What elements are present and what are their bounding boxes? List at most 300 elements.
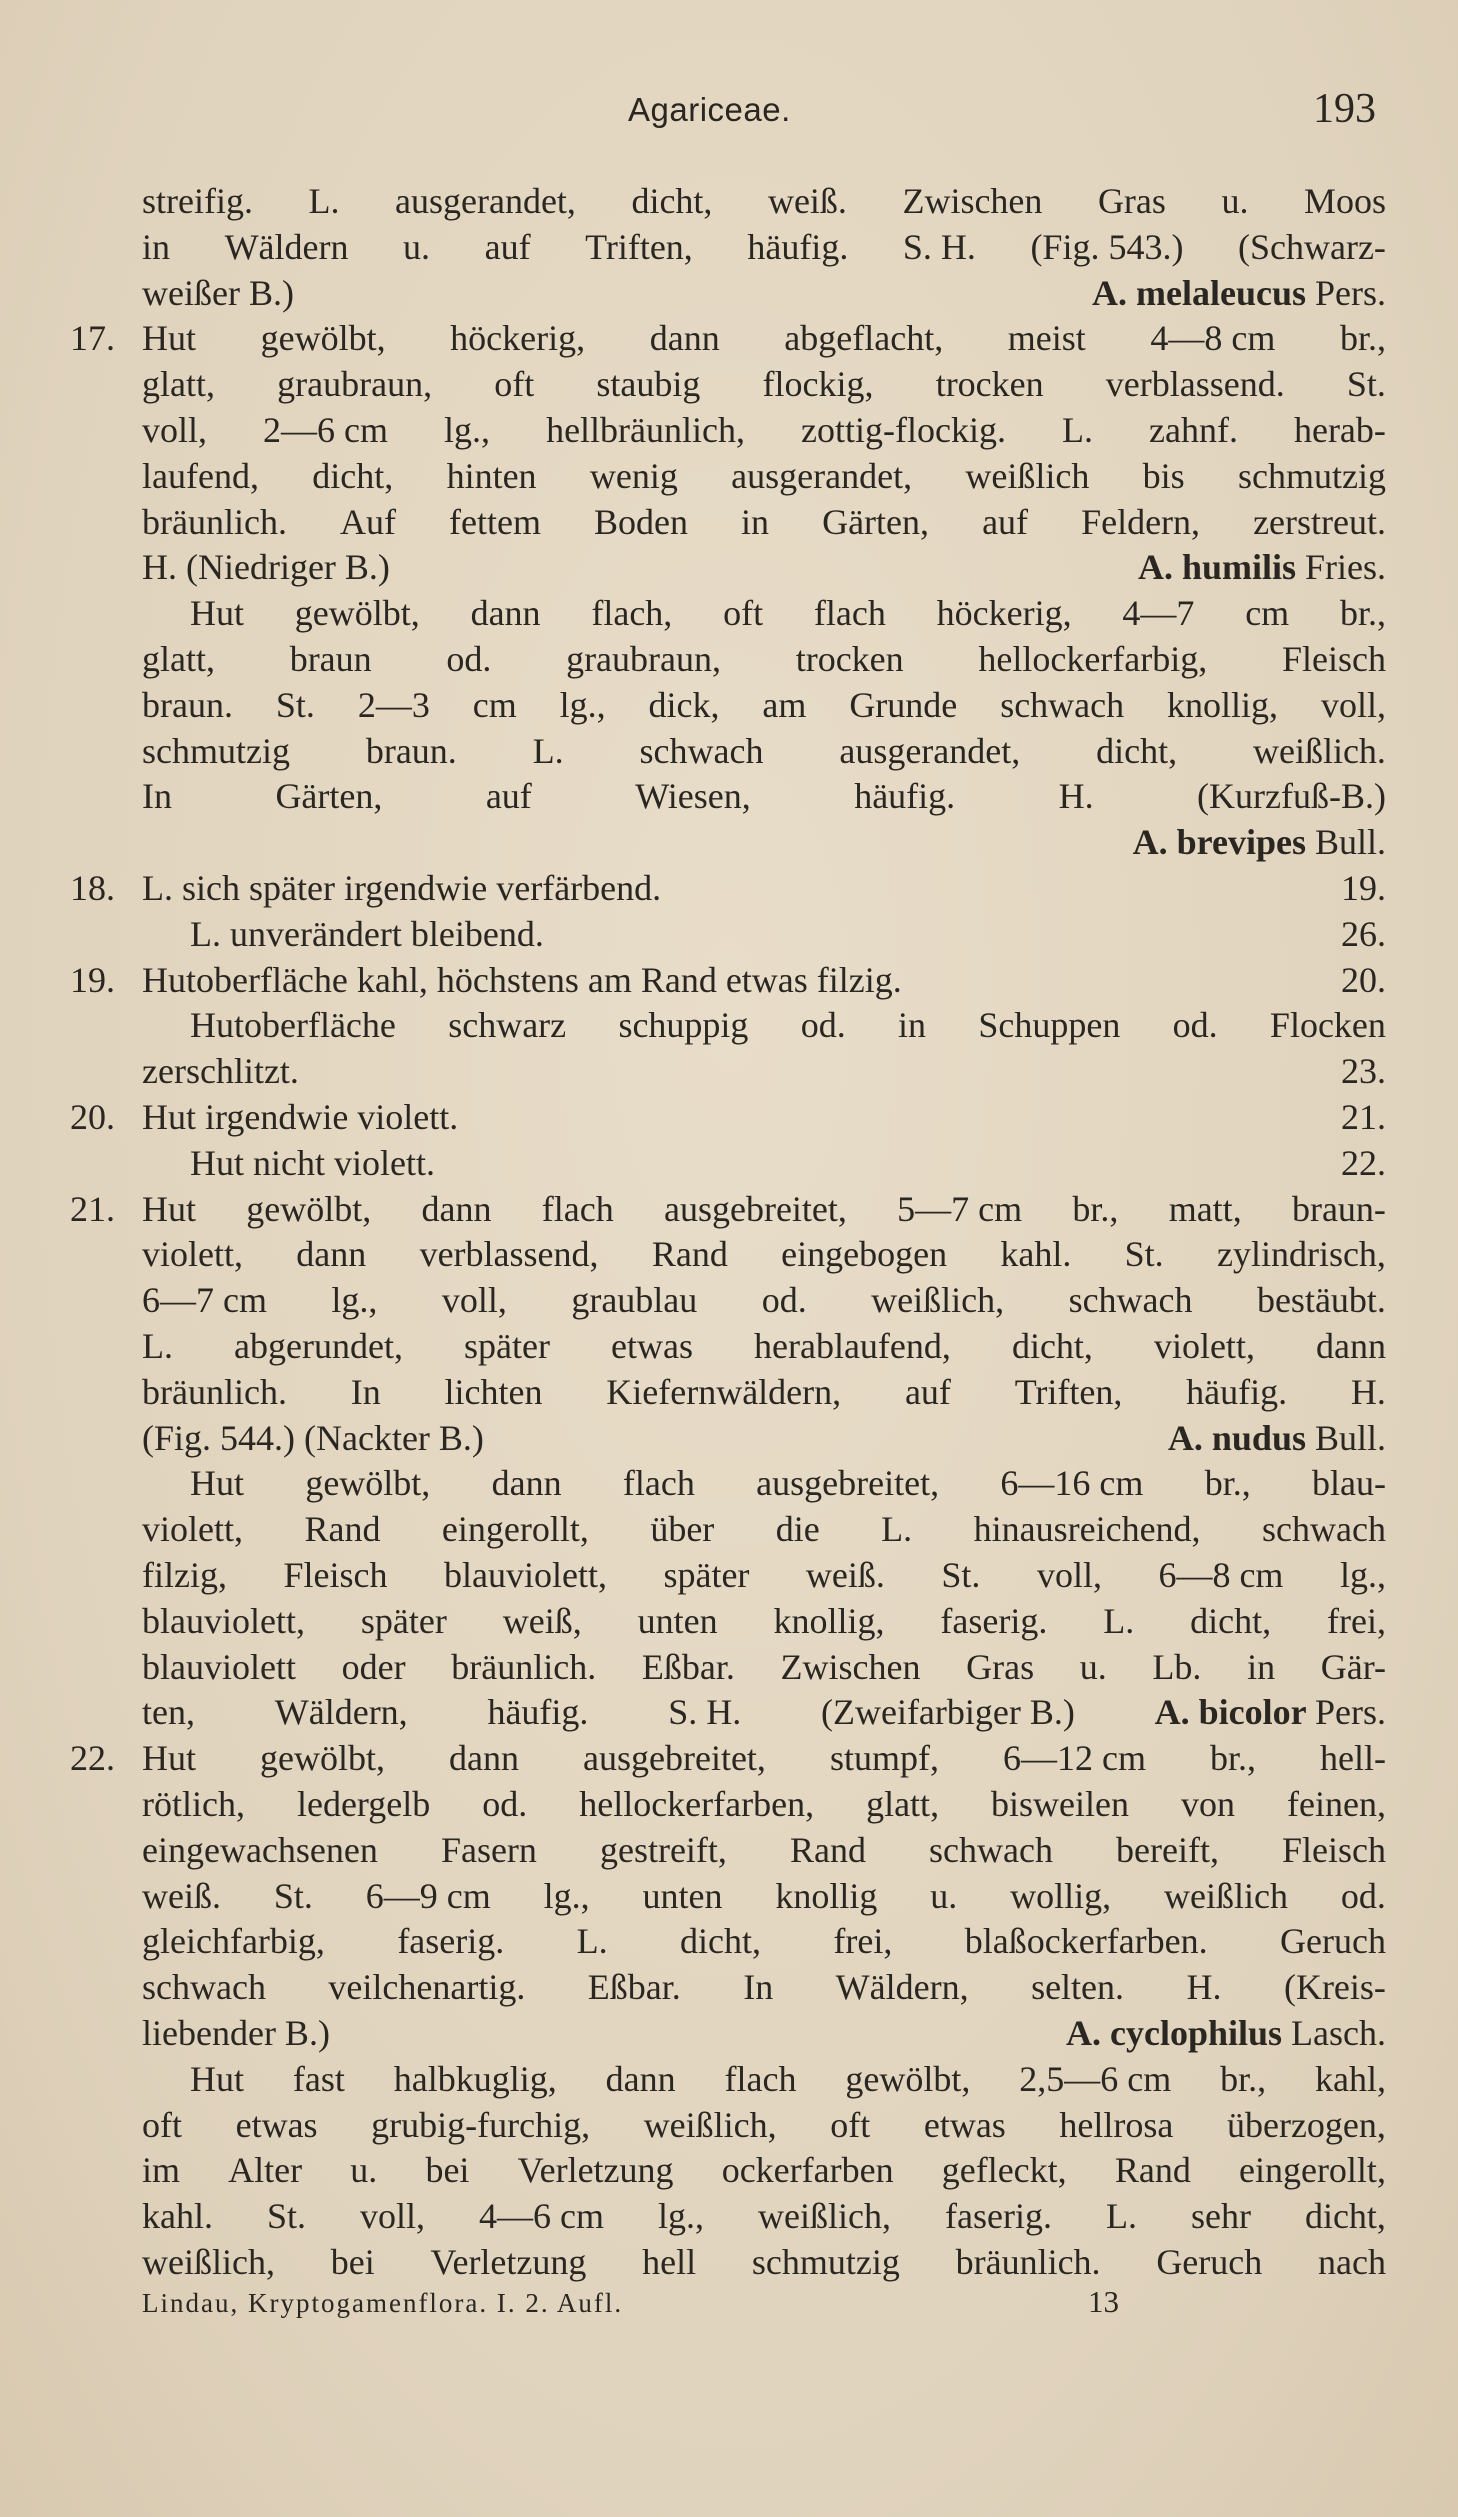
- word: dicht,: [1190, 1600, 1272, 1641]
- word: od.: [446, 639, 492, 679]
- word: bis: [1142, 455, 1185, 496]
- word: L.: [308, 181, 340, 221]
- word: dicht,: [312, 455, 394, 496]
- word: schwarz: [448, 1005, 567, 1046]
- word: braun-: [1291, 1188, 1386, 1229]
- word: faserig.: [940, 1600, 1048, 1641]
- text-line: [0, 1460, 1458, 1506]
- word: veilchenartig.: [328, 1967, 526, 2008]
- word: 26.: [1341, 913, 1386, 954]
- word: gewölbt,: [305, 1463, 431, 1504]
- word: Grunde: [849, 684, 958, 725]
- word: od.: [800, 1005, 846, 1046]
- word: od.: [1340, 1875, 1386, 1916]
- line-text: [142, 1598, 1386, 1644]
- word: eingewachsenen: [142, 1829, 378, 1870]
- word: 5—7 cm: [897, 1188, 1023, 1229]
- word: kahl.: [142, 2196, 213, 2237]
- word: kahl.: [1000, 1234, 1072, 1275]
- word: Kiefernwäldern,: [606, 1371, 842, 1412]
- word: L. sich später irgendwie verfärbend.: [142, 868, 662, 908]
- species-author: Pers.: [1315, 272, 1386, 313]
- line-text: [190, 1460, 1386, 1506]
- line-text: [142, 957, 1386, 1003]
- word: ledergelb: [296, 1784, 431, 1824]
- word: wollig,: [1010, 1875, 1112, 1916]
- word: In: [142, 776, 172, 817]
- word: Moos: [1303, 181, 1386, 221]
- word: u.: [350, 2150, 378, 2191]
- word: 6—7 cm: [142, 1280, 267, 1321]
- line-text: [142, 636, 1386, 682]
- word: od.: [761, 1280, 807, 1321]
- word: Rand: [651, 1234, 728, 1275]
- text-line: [0, 1506, 1458, 1552]
- word: cm: [1245, 593, 1290, 634]
- line-text: [142, 728, 1386, 774]
- text-line: [0, 1918, 1458, 1964]
- word: hell-: [1320, 1738, 1386, 1779]
- word: 6—8 cm: [1158, 1555, 1284, 1595]
- line-text: [142, 1552, 1386, 1598]
- word: fettem: [449, 501, 541, 542]
- key-number: 20.: [70, 1097, 115, 1137]
- word: schwach: [142, 1967, 266, 2008]
- word: hellockerfarben,: [579, 1784, 815, 1824]
- word: (Schwarz-: [1237, 226, 1386, 267]
- word: St.: [941, 1555, 981, 1595]
- text-line: [0, 315, 1458, 361]
- word: dann: [296, 1234, 367, 1275]
- word: gewölbt,: [294, 593, 420, 634]
- line-text: [142, 1735, 1386, 1781]
- word: Hut irgendwie violett.: [142, 1097, 459, 1137]
- word: hinten: [446, 455, 537, 496]
- text-line: [0, 1644, 1458, 1690]
- word: schwach: [639, 730, 764, 771]
- text-line: [0, 1689, 1458, 1735]
- word: später: [663, 1555, 750, 1595]
- word: dick,: [648, 684, 720, 725]
- word: Wäldern: [224, 226, 349, 267]
- word: 2,5—6 cm: [1019, 2058, 1172, 2099]
- word: Triften,: [585, 226, 693, 267]
- word: cm: [472, 684, 517, 725]
- word: br.,: [1220, 2058, 1267, 2099]
- word: weißlich,: [871, 1280, 1005, 1321]
- word: frei,: [833, 1921, 893, 1962]
- species-binomial: A. brevipes: [1132, 822, 1315, 863]
- word: dicht,: [1011, 1326, 1093, 1366]
- word: schwach: [929, 1829, 1053, 1870]
- word: L.: [142, 1326, 173, 1366]
- word: violett,: [142, 1234, 243, 1275]
- word: hellbräunlich,: [546, 410, 745, 450]
- word: blauviolett: [142, 1646, 296, 1687]
- word: St.: [1124, 1234, 1164, 1275]
- line-text: [142, 1231, 1386, 1277]
- word: blau-: [1312, 1463, 1386, 1504]
- word: Fleisch: [1282, 1829, 1386, 1870]
- word: schwach: [1262, 1509, 1386, 1550]
- word: weißlich: [1164, 1875, 1288, 1916]
- word: lg.,: [1339, 1555, 1386, 1595]
- word: eingerollt,: [441, 1509, 589, 1550]
- word: eingebogen: [781, 1234, 948, 1275]
- word: fast: [292, 2058, 345, 2099]
- text-line: [0, 1323, 1458, 1369]
- word: gewölbt,: [260, 1738, 385, 1779]
- word: bestäubt.: [1256, 1280, 1386, 1321]
- word: gleichfarbig,: [142, 1921, 325, 1962]
- word: Hut: [142, 1738, 196, 1779]
- word: graubraun,: [566, 639, 721, 679]
- word: trocken: [795, 639, 904, 679]
- word: 22.: [1341, 1142, 1386, 1183]
- word: 19.: [1341, 868, 1386, 908]
- word: zottig-flockig.: [801, 410, 1006, 450]
- line-text: [142, 224, 1386, 270]
- species-author: Lasch.: [1291, 2013, 1386, 2053]
- word: faserig.: [397, 1921, 505, 1962]
- word: hellockerfarbig,: [978, 639, 1208, 679]
- word: später: [360, 1600, 447, 1641]
- word: Hut: [190, 1463, 244, 1504]
- line-text: [142, 1689, 1386, 1735]
- word: u.: [1079, 1646, 1107, 1687]
- key-number: 17.: [70, 318, 115, 359]
- word: voll,: [1320, 684, 1386, 725]
- species-name: [1138, 544, 1386, 590]
- word: faserig.: [945, 2196, 1052, 2237]
- word: herab-: [1293, 410, 1386, 450]
- line-text: [190, 2056, 1386, 2102]
- word: rötlich,: [142, 1784, 245, 1824]
- word: In: [350, 1371, 381, 1412]
- word: weißlich: [965, 455, 1090, 496]
- word: abgeflacht,: [784, 318, 944, 359]
- word: zerstreut.: [1253, 501, 1386, 542]
- word: weiß.: [767, 181, 847, 221]
- word: 2—6 cm: [263, 410, 389, 450]
- word: Wäldern,: [274, 1692, 408, 1733]
- word: ausgerandet,: [395, 181, 576, 221]
- word: auf: [485, 776, 532, 817]
- word: St.: [273, 1875, 313, 1916]
- running-title: Agariceae.: [628, 91, 791, 128]
- word: Gras: [1097, 181, 1166, 221]
- word: zahnf.: [1149, 410, 1238, 450]
- word: u.: [930, 1875, 958, 1916]
- text-line: [0, 270, 1458, 316]
- word: (Fig. 544.) (Nackter B.): [142, 1417, 484, 1458]
- species-binomial: A. cyclophilus: [1065, 2013, 1292, 2053]
- species-author: Bull.: [1314, 822, 1386, 863]
- word: über: [650, 1509, 715, 1550]
- text-line: [0, 1827, 1458, 1873]
- word: weiß.: [142, 1875, 221, 1916]
- word: Boden: [594, 501, 688, 542]
- word: Auf: [339, 501, 396, 542]
- word: dicht,: [680, 1921, 762, 1962]
- word: häufig.: [854, 776, 956, 817]
- word: Flocken: [1269, 1005, 1386, 1046]
- word: etwas: [611, 1326, 693, 1366]
- word: Hut: [190, 593, 244, 634]
- word: glatt,: [866, 1784, 940, 1824]
- word: dann: [649, 318, 720, 359]
- word: oder: [341, 1646, 406, 1687]
- word: liebender B.): [142, 2013, 330, 2053]
- word: 6—9 cm: [365, 1875, 491, 1916]
- word: violett,: [1153, 1326, 1255, 1366]
- word: Hut nicht violett.: [190, 1142, 435, 1183]
- text-line: [0, 224, 1458, 270]
- key-number: 21.: [70, 1188, 115, 1229]
- text-line: [0, 911, 1458, 957]
- word: br.,: [1204, 1463, 1251, 1504]
- word: violett,: [142, 1509, 243, 1550]
- line-text: [142, 315, 1386, 361]
- word: 4—6 cm: [479, 2196, 605, 2237]
- line-text: [190, 911, 1386, 957]
- text-line: [0, 636, 1458, 682]
- word: St.: [1346, 364, 1386, 405]
- line-text: [142, 682, 1386, 728]
- word: oft: [494, 364, 535, 405]
- word: dann: [605, 2058, 676, 2099]
- word: dann: [1315, 1326, 1386, 1366]
- word: höckerig,: [450, 318, 586, 359]
- word: 21.: [1341, 1097, 1386, 1137]
- word: flockig,: [762, 364, 874, 405]
- species-author: Fries.: [1305, 547, 1386, 588]
- word: Gras: [966, 1646, 1035, 1687]
- word: grubig-furchig,: [371, 2104, 591, 2145]
- word: S. H.: [668, 1692, 742, 1733]
- word: halbkuglig,: [393, 2058, 557, 2099]
- word: L.: [1105, 2196, 1137, 2237]
- word: dicht,: [1304, 2196, 1386, 2237]
- word: 6—12 cm: [1002, 1738, 1146, 1779]
- word: voll,: [142, 410, 208, 450]
- line-text: [142, 2147, 1386, 2193]
- word: blauviolett,: [142, 1600, 305, 1641]
- word: höckerig,: [936, 593, 1072, 634]
- word: Alter: [228, 2150, 303, 2191]
- word: auf: [982, 501, 1029, 542]
- species-binomial: A. melaleucus: [1092, 272, 1315, 313]
- word: verblassend.: [1105, 364, 1285, 405]
- word: frei,: [1326, 1600, 1386, 1641]
- word: H.: [1186, 1967, 1222, 2008]
- word: Hutoberfläche kahl, höchstens am Rand etwas filzig.: [142, 959, 902, 1000]
- word: Gärten,: [822, 501, 930, 542]
- text-line: [0, 590, 1458, 636]
- word: br.,: [1072, 1188, 1119, 1229]
- line-text: [142, 178, 1386, 224]
- word: schmutzig: [142, 730, 290, 771]
- species-name: [1155, 1689, 1386, 1735]
- word: Gär-: [1320, 1646, 1386, 1687]
- line-text: [142, 2193, 1386, 2239]
- word: lg.,: [559, 684, 606, 725]
- page-footer: [0, 2284, 1458, 2328]
- word: Eßbar.: [641, 1646, 735, 1687]
- word: bisweilen: [991, 1784, 1130, 1824]
- word: bräunlich.: [451, 1646, 597, 1687]
- word: dann: [491, 1463, 562, 1504]
- line-text: [142, 1094, 1386, 1140]
- word: weißlich.: [1252, 730, 1386, 771]
- word: dicht,: [631, 181, 713, 221]
- word: L.: [1103, 1600, 1135, 1641]
- word: Wäldern,: [835, 1967, 969, 2008]
- word: herablaufend,: [754, 1326, 951, 1366]
- line-text: [190, 1140, 1386, 1186]
- word: ausgebreitet,: [756, 1463, 940, 1504]
- text-line: [0, 2010, 1458, 2056]
- line-text: [142, 2239, 1386, 2285]
- word: (Kreis-: [1283, 1967, 1386, 2008]
- word: schmutzig: [1238, 455, 1386, 496]
- species-name: [1066, 2010, 1386, 2056]
- key-number: 18.: [70, 868, 115, 908]
- word: flach: [724, 2058, 797, 2099]
- word: u.: [1221, 181, 1249, 221]
- word: ausgebreitet,: [663, 1188, 847, 1229]
- line-text: [142, 2102, 1386, 2148]
- word: Hut: [190, 2058, 244, 2099]
- word: in: [142, 226, 171, 267]
- word: häufig.: [1186, 1371, 1288, 1412]
- word: dann: [449, 1738, 519, 1779]
- word: weißlich,: [758, 2196, 891, 2237]
- word: ausgebreitet,: [583, 1738, 766, 1779]
- word: sehr: [1190, 2196, 1251, 2237]
- key-number: 19.: [70, 959, 115, 1000]
- word: filzig,: [142, 1555, 227, 1595]
- word: dicht,: [1096, 730, 1178, 771]
- word: Rand: [789, 1829, 866, 1870]
- species-name: [1092, 270, 1386, 316]
- line-text: [142, 1827, 1386, 1873]
- text-line: [0, 773, 1458, 819]
- word: weißlich,: [643, 2104, 777, 2145]
- word: bereift,: [1116, 1829, 1219, 1870]
- line-text: [142, 361, 1386, 407]
- word: L.: [576, 1921, 608, 1962]
- text-line: [0, 1735, 1458, 1781]
- line-text: [142, 270, 1386, 316]
- text-line: [0, 1415, 1458, 1461]
- word: 4—7: [1122, 593, 1195, 634]
- word: braun: [289, 639, 372, 679]
- word: ockerfarben: [721, 2150, 894, 2191]
- word: gestreift,: [599, 1829, 727, 1870]
- word: dann: [421, 1188, 492, 1229]
- text-line: [0, 1231, 1458, 1277]
- word: blauviolett,: [443, 1555, 607, 1595]
- word: häufig.: [487, 1692, 589, 1733]
- word: auf: [904, 1371, 951, 1412]
- word: staubig: [596, 364, 701, 405]
- word: lichten: [444, 1371, 543, 1412]
- word: im: [142, 2150, 181, 2191]
- word: kahl,: [1315, 2058, 1386, 2099]
- word: streifig.: [142, 181, 253, 221]
- text-line: [0, 407, 1458, 453]
- word: von: [1181, 1784, 1236, 1824]
- word: Triften,: [1014, 1371, 1123, 1412]
- word: verblassend,: [419, 1234, 599, 1275]
- word: Feldern,: [1081, 501, 1201, 542]
- word: Rand: [304, 1509, 381, 1550]
- word: oft: [830, 2104, 871, 2145]
- species-binomial: A. bicolor: [1154, 1692, 1315, 1733]
- text-line: [0, 1277, 1458, 1323]
- word: Fleisch: [1281, 639, 1386, 679]
- word: knollig,: [773, 1600, 885, 1641]
- word: ausgerandet,: [731, 455, 913, 496]
- word: am: [762, 684, 807, 725]
- word: hinausreichend,: [973, 1509, 1201, 1550]
- word: Verletzung: [430, 2242, 587, 2282]
- word: Rand: [1114, 2150, 1191, 2191]
- word: Eßbar.: [587, 1967, 681, 2008]
- word: Hut: [142, 1188, 196, 1229]
- page-number: 193: [1313, 86, 1376, 132]
- species-name: [1133, 819, 1386, 865]
- text-line: [0, 1781, 1458, 1827]
- page-header: [0, 85, 1458, 135]
- word: lg.,: [543, 1875, 590, 1916]
- text-line: [0, 1552, 1458, 1598]
- word: weißlich,: [142, 2242, 275, 2282]
- line-text: [142, 407, 1386, 453]
- word: Zwischen: [902, 181, 1043, 221]
- word: weiß.: [805, 1555, 885, 1595]
- word: häufig.: [747, 226, 849, 267]
- line-text: [142, 1781, 1386, 1827]
- word: Verletzung: [517, 2150, 674, 2191]
- word: gefleckt,: [941, 2150, 1067, 2191]
- species-binomial: A. nudus: [1167, 1417, 1315, 1458]
- word: Hut: [142, 318, 196, 359]
- word: Gärten,: [275, 776, 383, 817]
- line-text: [142, 544, 1386, 590]
- word: weiß,: [502, 1600, 582, 1641]
- word: od.: [1172, 1005, 1218, 1046]
- word: matt,: [1168, 1188, 1242, 1229]
- word: glatt,: [142, 364, 215, 405]
- word: meist: [1007, 318, 1086, 359]
- word: blaßockerfarben.: [964, 1921, 1208, 1962]
- word: dann: [470, 593, 541, 634]
- word: Zwischen: [780, 1646, 921, 1687]
- word: schmutzig: [751, 2242, 900, 2282]
- word: schwach: [1068, 1280, 1193, 1321]
- word: od.: [482, 1784, 528, 1824]
- line-text: [142, 1048, 1386, 1094]
- word: ausgerandet,: [839, 730, 1021, 771]
- word: wenig: [589, 455, 678, 496]
- text-line: [0, 1369, 1458, 1415]
- word: laufend,: [142, 455, 259, 496]
- text-line: [0, 544, 1458, 590]
- text-line: [0, 361, 1458, 407]
- text-line: [0, 2239, 1458, 2285]
